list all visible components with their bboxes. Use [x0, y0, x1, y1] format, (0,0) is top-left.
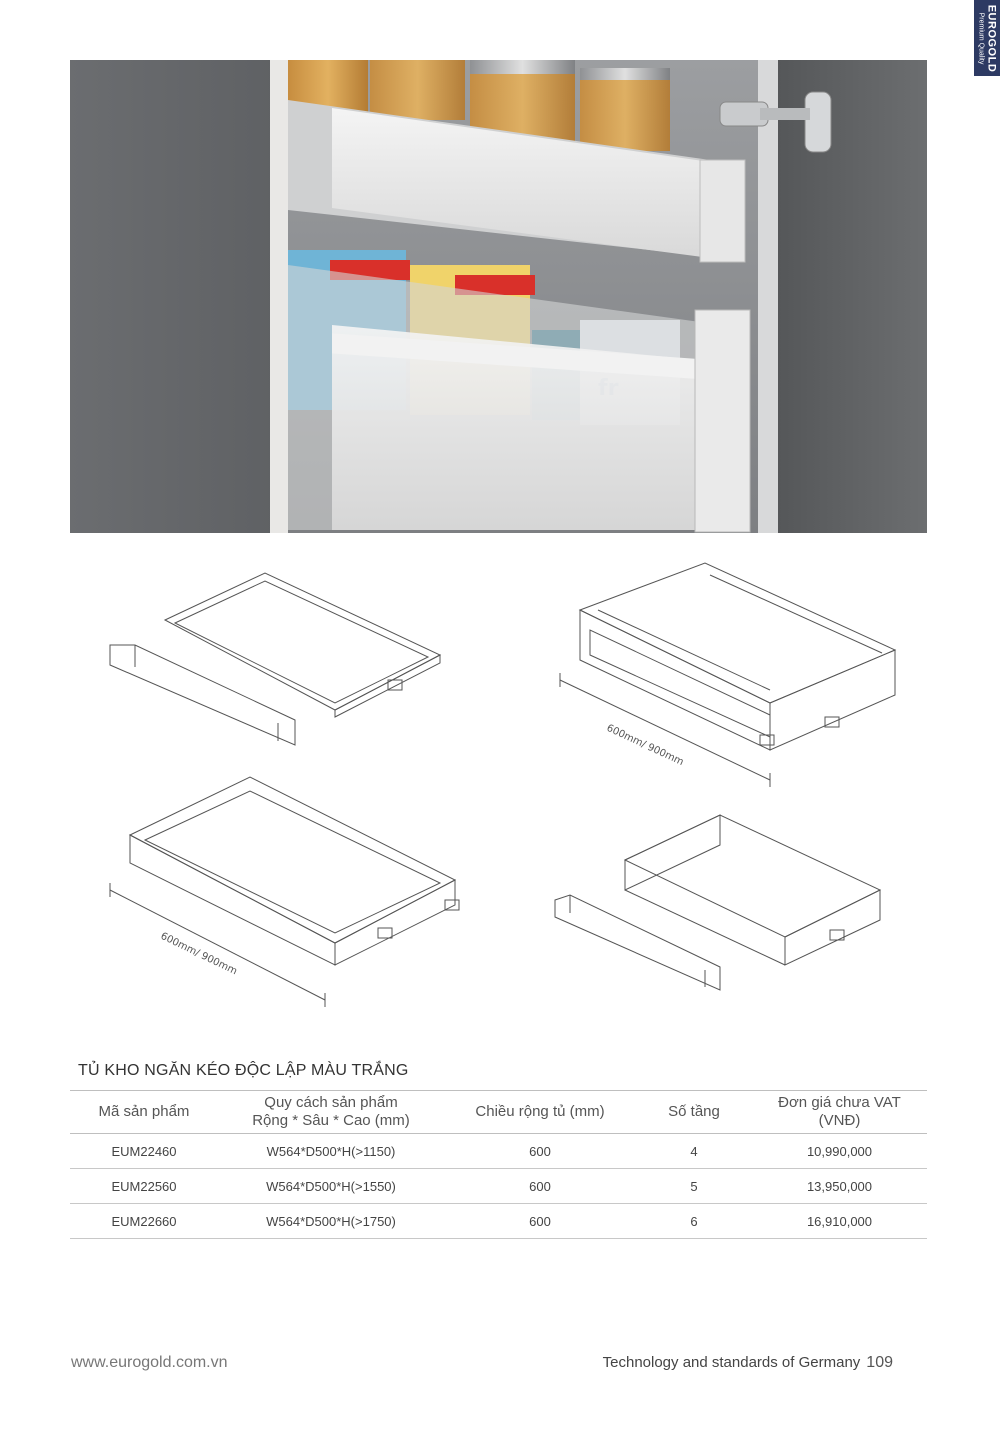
header-spec — [218, 1091, 444, 1134]
header-code: Mã sản phẩm — [70, 1091, 218, 1134]
cell-spec: W564*D500*H(>1750) — [218, 1204, 444, 1239]
cell-code: EUM22560 — [70, 1169, 218, 1204]
drawing-glass-drawer — [555, 815, 880, 990]
cell-code: EUM22660 — [70, 1204, 218, 1239]
header-spec-line1: Quy cách sản phẩm — [264, 1094, 398, 1111]
dimension-label-a: 600mm/ 900mm — [604, 722, 686, 769]
cell-levels: 5 — [636, 1169, 752, 1204]
drawing-tray-exploded — [110, 573, 440, 745]
cell-width: 600 — [444, 1169, 636, 1204]
cell-price: 10,990,000 — [752, 1134, 927, 1169]
table-title: TỦ KHO NGĂN KÉO ĐỘC LẬP MÀU TRẮNG — [78, 1062, 409, 1079]
brand-name: EUROGOLD — [985, 4, 998, 72]
table-header-row — [70, 1091, 927, 1134]
table-row — [70, 1204, 927, 1239]
product-photo — [70, 60, 927, 533]
brand-tagline: Premium Quality — [977, 12, 985, 64]
drawer-line-drawings — [70, 545, 927, 1025]
footer-website-link[interactable]: www.eurogold.com.vn — [71, 1354, 228, 1371]
cell-levels: 4 — [636, 1134, 752, 1169]
drawing-tray-outline — [110, 777, 459, 1007]
footer-right — [603, 1354, 893, 1372]
cell-code: EUM22460 — [70, 1134, 218, 1169]
table-row — [70, 1169, 927, 1204]
cell-price: 16,910,000 — [752, 1204, 927, 1239]
table-row — [70, 1134, 927, 1169]
spec-table — [70, 1090, 927, 1239]
cell-width: 600 — [444, 1134, 636, 1169]
dimension-label-b: 600mm/ 900mm — [158, 930, 239, 978]
header-levels: Số tầng — [636, 1091, 752, 1134]
header-price: Đơn giá chưa VAT (VNĐ) — [752, 1091, 927, 1134]
cell-spec: W564*D500*H(>1550) — [218, 1169, 444, 1204]
technical-drawings — [70, 545, 927, 1025]
footer-slogan: Technology and standards of Germany — [602, 1354, 861, 1371]
page-number: 109 — [866, 1354, 893, 1371]
pantry-drawer-photo — [70, 60, 927, 533]
cell-levels: 6 — [636, 1204, 752, 1239]
cell-width: 600 — [444, 1204, 636, 1239]
cell-spec: W564*D500*H(>1150) — [218, 1134, 444, 1169]
brand-tab — [974, 0, 1000, 76]
header-width: Chiều rộng tủ (mm) — [444, 1091, 636, 1134]
cell-price: 13,950,000 — [752, 1169, 927, 1204]
header-spec-line2: Rộng * Sâu * Cao (mm) — [252, 1112, 410, 1129]
drawing-tall-drawer — [560, 563, 895, 787]
